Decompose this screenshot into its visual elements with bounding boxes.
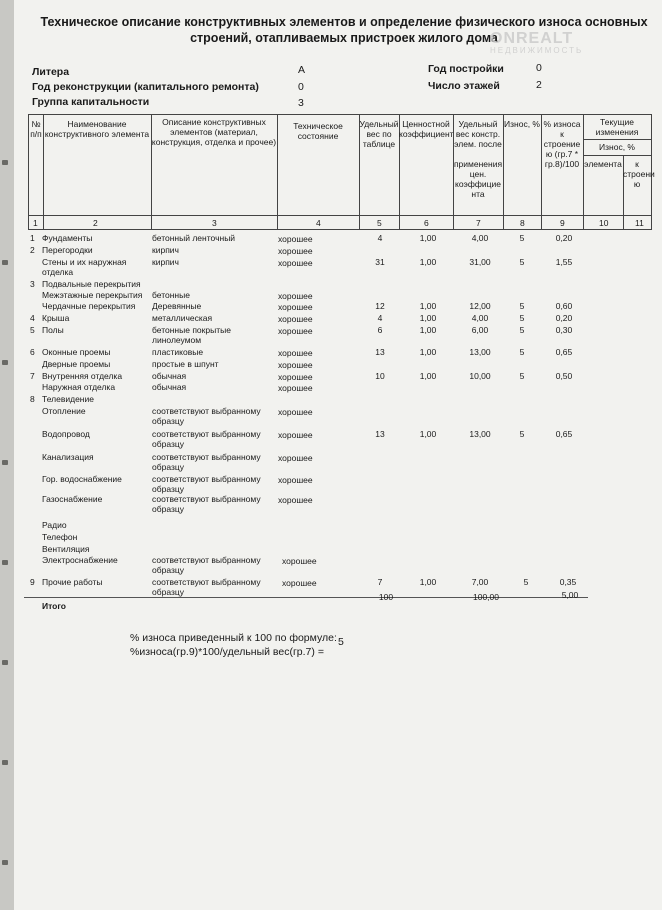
- header-coef: Ценностной коэффициент: [399, 119, 454, 139]
- row-name: Телефон: [42, 532, 78, 542]
- row-description: бетонные покрытые: [152, 325, 231, 335]
- row-number: 3: [30, 279, 35, 289]
- row-number: 8: [30, 394, 35, 404]
- row-name: Перегородки: [42, 245, 93, 255]
- row-description: Деревянные: [152, 301, 202, 311]
- row-wear-pct: 0,65: [555, 347, 573, 357]
- row-name: Гор. водоснабжение: [42, 474, 122, 484]
- table-header: № п/п Наименование конструктивного элемента Описание конструктивных элементов (материал, конструкция, отделка и прочее) Техническое состояние Удельный вес по таблице Ценностной коэффициент Удельный вес констр. элем. после применения цен. коэффицие нта Износ, % % износа к строение ю (гр.7 * гр.8)/100 Текущие изменения Износ, % элемента к строени ю 1 2 3 4 5 6 7 8 9 10 11: [28, 114, 652, 230]
- row-state: хорошее: [278, 326, 313, 336]
- group-label: Группа капитальности: [32, 96, 150, 108]
- row-state: хорошее: [278, 372, 313, 382]
- total-weight2: 100,00: [473, 592, 499, 602]
- header-weight2: Удельный вес констр. элем. после применения цен. коэффицие нта: [453, 119, 503, 199]
- row-description: образцу: [152, 504, 184, 514]
- header-wear: Износ, %: [504, 119, 540, 129]
- row-wear-pct: 0,35: [559, 577, 577, 587]
- row-wear-pct: 1,55: [555, 257, 573, 267]
- row-coef: 1,00: [419, 429, 437, 439]
- header-state: Техническое состояние: [293, 121, 343, 141]
- header-name: Наименование конструктивного элемента: [44, 119, 150, 139]
- watermark: ONREALT НЕДВИЖИМОСТЬ: [490, 30, 584, 55]
- row-state: хорошее: [282, 556, 317, 566]
- row-description: обычная: [152, 371, 187, 381]
- row-state: хорошее: [278, 302, 313, 312]
- formula-line1: % износа приведенный к 100 по формуле:: [130, 632, 337, 644]
- row-state: хорошее: [278, 453, 313, 463]
- row-weight2: 7,00: [471, 577, 489, 587]
- row-weight: 13: [375, 347, 385, 357]
- header-desc: Описание конструктивных элементов (материал, конструкция, отделка и прочее): [151, 117, 277, 147]
- row-name: Подвальные перекрытия: [42, 279, 141, 289]
- recon-value: 0: [298, 81, 304, 93]
- row-weight2: 31,00: [469, 257, 491, 267]
- row-name: Телевидение: [42, 394, 94, 404]
- binder-edge: [0, 0, 14, 910]
- row-description: бетонный ленточный: [152, 233, 236, 243]
- group-value: 3: [298, 97, 304, 109]
- row-description: образцу: [152, 565, 184, 575]
- row-weight2: 13,00: [469, 347, 491, 357]
- litera-label: Литера: [32, 66, 70, 78]
- row-name: Отопление: [42, 406, 86, 416]
- row-name: Канализация: [42, 452, 94, 462]
- row-state: хорошее: [278, 246, 313, 256]
- row-weight: 7: [377, 577, 383, 587]
- row-weight: 4: [377, 233, 383, 243]
- row-wear-pct: 0,20: [555, 233, 573, 243]
- row-wear-pct: 0,30: [555, 325, 573, 335]
- row-weight: 6: [377, 325, 383, 335]
- row-coef: 1,00: [419, 325, 437, 335]
- row-weight2: 10,00: [469, 371, 491, 381]
- header-current-wear: Износ, %: [599, 142, 635, 152]
- row-weight2: 4,00: [471, 233, 489, 243]
- row-state: хорошее: [278, 495, 313, 505]
- row-name: Газоснабжение: [42, 494, 103, 504]
- year-label: Год постройки: [428, 63, 504, 75]
- row-weight: 4: [377, 313, 383, 323]
- row-state: хорошее: [278, 430, 313, 440]
- row-description: образцу: [152, 439, 184, 449]
- row-description: соответствуют выбранному: [152, 555, 261, 565]
- row-weight2: 6,00: [471, 325, 489, 335]
- row-state: хорошее: [278, 360, 313, 370]
- document-title: Техническое описание конструктивных элементов и определение физического износа основных строений, отапливаемых пристроек жилого дома: [40, 15, 648, 45]
- row-name: отделка: [42, 267, 74, 277]
- floors-value: 2: [536, 79, 542, 91]
- recon-label: Год реконструкции (капитального ремонта): [32, 81, 259, 93]
- row-name: Стены и их наружная: [42, 257, 127, 267]
- row-description: простые в шпунт: [152, 359, 219, 369]
- row-description: линолеумом: [152, 335, 202, 345]
- row-name: Электроснабжение: [42, 555, 118, 565]
- row-weight: 31: [375, 257, 385, 267]
- row-description: бетонные: [152, 290, 190, 300]
- row-wear-pct: 0,20: [555, 313, 573, 323]
- row-description: соответствуют выбранному: [152, 452, 261, 462]
- row-wear: 5: [519, 257, 525, 267]
- row-weight: 10: [375, 371, 385, 381]
- row-wear: 5: [519, 429, 525, 439]
- header-weight: Удельный вес по таблице: [359, 119, 399, 149]
- row-name: Полы: [42, 325, 64, 335]
- row-name: Оконные проемы: [42, 347, 111, 357]
- row-name: Внутренняя отделка: [42, 371, 123, 381]
- header-element: элемента: [584, 159, 622, 169]
- row-wear: 5: [519, 371, 525, 381]
- header-wear-pct: % износа к строение ю (гр.7 * гр.8)/100: [543, 119, 581, 169]
- row-name: Крыша: [42, 313, 70, 323]
- row-name: Вентиляция: [42, 544, 90, 554]
- row-state: хорошее: [278, 383, 313, 393]
- row-name: Дверные проемы: [42, 359, 111, 369]
- row-name: Наружная отделка: [42, 382, 116, 392]
- total-wear: 5,00: [561, 590, 579, 600]
- row-description: образцу: [152, 484, 184, 494]
- row-name: Прочие работы: [42, 577, 103, 587]
- row-coef: 1,00: [419, 233, 437, 243]
- row-name: Чердачные перекрытия: [42, 301, 136, 311]
- row-name: Радио: [42, 520, 67, 530]
- row-description: соответствуют выбранному: [152, 577, 261, 587]
- row-coef: 1,00: [419, 301, 437, 311]
- row-wear: 5: [519, 233, 525, 243]
- row-wear-pct: 0,50: [555, 371, 573, 381]
- header-current: Текущие изменения: [595, 117, 639, 137]
- row-name: Фундаменты: [42, 233, 93, 243]
- row-weight2: 12,00: [469, 301, 491, 311]
- row-wear-pct: 0,65: [555, 429, 573, 439]
- row-description: металлическая: [152, 313, 213, 323]
- row-weight: 12: [375, 301, 385, 311]
- row-wear: 5: [519, 313, 525, 323]
- row-state: хорошее: [278, 234, 313, 244]
- row-weight2: 4,00: [471, 313, 489, 323]
- row-state: хорошее: [278, 407, 313, 417]
- row-description: соответствуют выбранному: [152, 406, 261, 416]
- formula-line2: %износа(гр.9)*100/удельный вес(гр.7) =: [130, 646, 324, 658]
- row-description: кирпич: [152, 257, 179, 267]
- row-description: обычная: [152, 382, 187, 392]
- row-number: 5: [30, 325, 35, 335]
- row-description: пластиковые: [152, 347, 204, 357]
- row-state: хорошее: [278, 348, 313, 358]
- row-description: образцу: [152, 587, 184, 597]
- row-number: 7: [30, 371, 35, 381]
- row-description: образцу: [152, 416, 184, 426]
- floors-label: Число этажей: [428, 80, 500, 92]
- row-state: хорошее: [278, 291, 313, 301]
- row-coef: 1,00: [419, 257, 437, 267]
- row-description: кирпич: [152, 245, 179, 255]
- row-weight2: 13,00: [469, 429, 491, 439]
- row-name: Межэтажные перекрытия: [42, 290, 143, 300]
- row-description: образцу: [152, 462, 184, 472]
- row-wear: 5: [523, 577, 529, 587]
- row-description: соответствуют выбранному: [152, 474, 261, 484]
- row-coef: 1,00: [419, 371, 437, 381]
- row-coef: 1,00: [419, 347, 437, 357]
- row-wear: 5: [519, 301, 525, 311]
- header-num: № п/п: [30, 119, 42, 139]
- year-value: 0: [536, 62, 542, 74]
- row-state: хорошее: [282, 578, 317, 588]
- row-description: соответствуют выбранному: [152, 494, 261, 504]
- formula-value: 5: [338, 636, 344, 648]
- row-wear-pct: 0,60: [555, 301, 573, 311]
- litera-value: А: [298, 64, 306, 76]
- row-name: Водопровод: [42, 429, 90, 439]
- row-number: 1: [30, 233, 35, 243]
- row-state: хорошее: [278, 314, 313, 324]
- row-weight: 13: [375, 429, 385, 439]
- row-description: соответствуют выбранному: [152, 429, 261, 439]
- row-wear: 5: [519, 325, 525, 335]
- total-label: Итого: [42, 601, 66, 611]
- header-building: к строени ю: [623, 159, 655, 189]
- row-wear: 5: [519, 347, 525, 357]
- total-weight: 100: [378, 592, 394, 602]
- row-number: 6: [30, 347, 35, 357]
- row-number: 2: [30, 245, 35, 255]
- row-state: хорошее: [278, 475, 313, 485]
- row-state: хорошее: [278, 258, 313, 268]
- row-number: 4: [30, 313, 35, 323]
- row-coef: 1,00: [419, 577, 437, 587]
- row-number: 9: [30, 577, 35, 587]
- row-coef: 1,00: [419, 313, 437, 323]
